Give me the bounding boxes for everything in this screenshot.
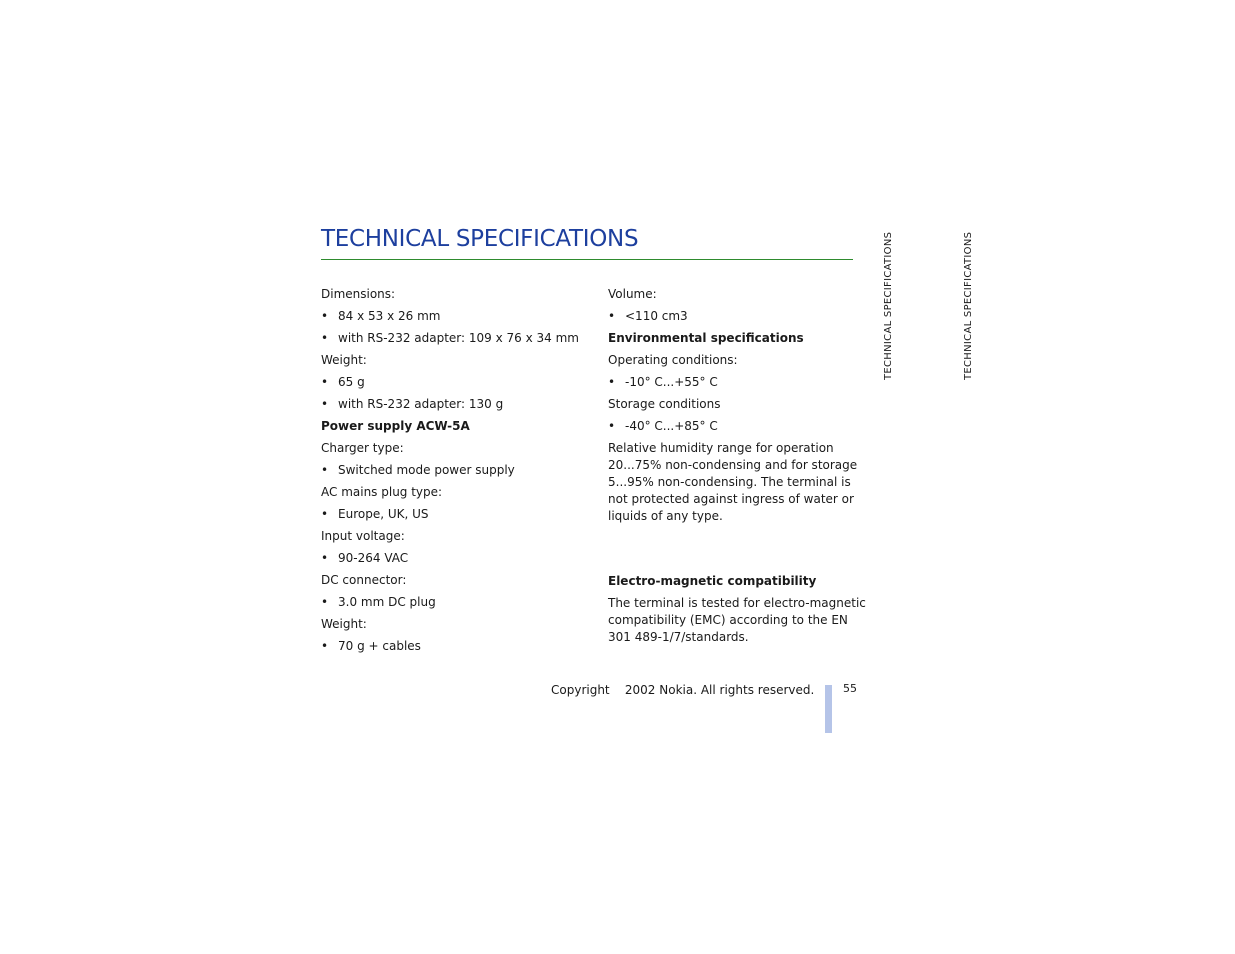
- list-item: • -40° C...+85° C: [608, 419, 718, 433]
- input-voltage-label: Input voltage:: [321, 529, 405, 543]
- left-column: [321, 286, 591, 660]
- charger-type-label: Charger type:: [321, 441, 404, 455]
- bullet-icon: •: [608, 419, 616, 433]
- right-column: [608, 286, 870, 652]
- bullet-icon: •: [321, 595, 329, 609]
- list-item: • Europe, UK, US: [321, 507, 429, 521]
- list-item: • 70 g + cables: [321, 639, 421, 653]
- bullet-icon: •: [321, 397, 329, 411]
- side-tab-label: TECHNICAL SPECIFICATIONS: [963, 231, 974, 380]
- page-number: 55: [843, 682, 857, 695]
- bullet-icon: •: [321, 507, 329, 521]
- title-divider: [321, 259, 853, 260]
- humidity-paragraph: Relative humidity range for operation 20...75% non-condensing and for storage 5...95% non-condensing. The terminal is not protected against ingress of water or liquids of any type.: [608, 441, 858, 523]
- operating-conditions-label: Operating conditions:: [608, 353, 738, 367]
- emc-heading: Electro-magnetic compatibility: [608, 574, 817, 588]
- page-marker-bar: [825, 685, 832, 733]
- volume-label: Volume:: [608, 287, 657, 301]
- bullet-icon: •: [321, 639, 329, 653]
- charger-weight-label: Weight:: [321, 617, 367, 631]
- list-item: • 65 g: [321, 375, 365, 389]
- list-item: • 3.0 mm DC plug: [321, 595, 436, 609]
- list-item: • with RS-232 adapter: 130 g: [321, 397, 504, 411]
- list-item: • 90-264 VAC: [321, 551, 409, 565]
- storage-conditions-label: Storage conditions: [608, 397, 721, 411]
- bullet-icon: •: [321, 463, 329, 477]
- list-item: • with RS-232 adapter: 109 x 76 x 34 mm: [321, 331, 579, 345]
- bullet-icon: •: [321, 331, 329, 345]
- emc-paragraph: The terminal is tested for electro-magnetic compatibility (EMC) according to the EN 301 489-1/7/standards.: [608, 596, 866, 644]
- bullet-icon: •: [321, 375, 329, 389]
- list-item: • Switched mode power supply: [321, 463, 515, 477]
- bullet-icon: •: [608, 375, 616, 389]
- side-tab-label: TECHNICAL SPECIFICATIONS: [883, 231, 894, 380]
- bullet-icon: •: [321, 551, 329, 565]
- spacer: [608, 531, 870, 573]
- environmental-heading: Environmental specifications: [608, 331, 804, 345]
- bullet-icon: •: [608, 309, 616, 323]
- bullet-icon: •: [321, 309, 329, 323]
- plug-type-label: AC mains plug type:: [321, 485, 443, 499]
- list-item: • -10° C...+55° C: [608, 375, 718, 389]
- list-item: • <110 cm3: [608, 309, 688, 323]
- weight-label: Weight:: [321, 353, 367, 367]
- dc-connector-label: DC connector:: [321, 573, 407, 587]
- page-title: TECHNICAL SPECIFICATIONS: [321, 226, 639, 252]
- list-item: • 84 x 53 x 26 mm: [321, 309, 441, 323]
- dimensions-label: Dimensions:: [321, 287, 396, 301]
- copyright-notice: Copyright 2002 Nokia. All rights reserved.: [551, 683, 815, 697]
- power-supply-heading: Power supply ACW-5A: [321, 419, 470, 433]
